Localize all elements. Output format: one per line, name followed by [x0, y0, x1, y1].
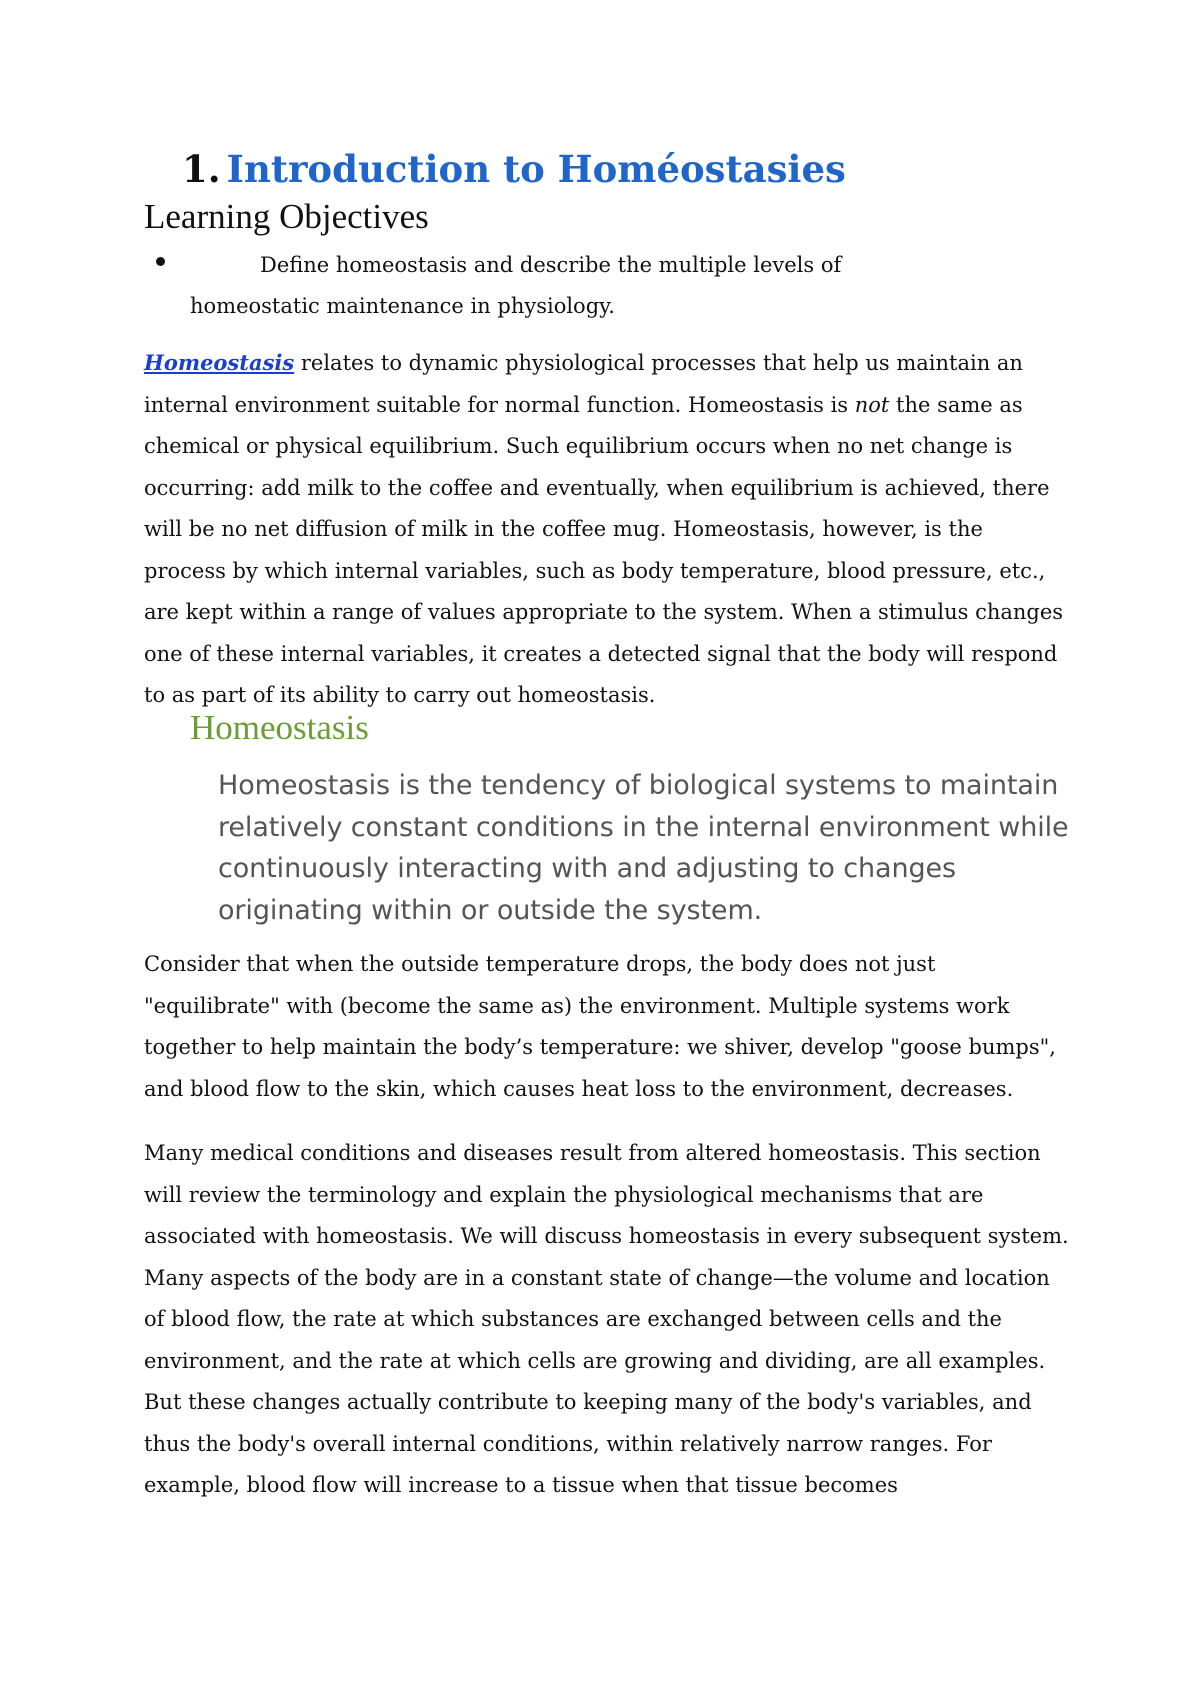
learning-objectives-heading: Learning Objectives: [144, 197, 429, 236]
objective-item: [144, 245, 964, 327]
definition-heading: Homeostasis: [190, 708, 369, 747]
section-number: 1.: [182, 147, 221, 191]
section-heading: [182, 145, 846, 193]
intro-paragraph: [144, 342, 1069, 717]
definition-text: Homeostasis is the tendency of biological systems to maintain relatively constant conditions in the internal environment while continuously interacting with and adjusting to changes originating within or outside the system.: [218, 770, 1069, 926]
section-title: Introduction to Homéostasies: [226, 147, 846, 191]
intro-text-part1: relates to dynamic physiological processes that help us maintain an internal environment suitable for normal function. Homeostasis is: [144, 351, 1023, 417]
objectives-list: [144, 245, 964, 327]
emphasis-not: not: [854, 392, 890, 417]
objective-text: Define homeostasis and describe the multiple levels of homeostatic maintenance in physiology.: [190, 253, 842, 318]
intro-text-part2: the same as chemical or physical equilibrium. Such equilibrium occurs when no net change is occurring: add milk to the coffee and eventually, when equilibrium is achieved, there will be no net diffusion of milk in the coffee mug. Homeostasis, however, is the process by which internal variables, such as body temperature, blood pressure, etc., are kept within a range of values appropriate to the system. When a stimulus changes one of these internal variables, it creates a detected signal that the body will respond to as part of its ability to carry out homeostasis.: [144, 392, 1064, 707]
bullet-icon: [156, 257, 165, 266]
temperature-paragraph: Consider that when the outside temperature drops, the body does not just "equilibrate" with (become the same as) the environment. Multiple systems work together to help maintain the body’s temperature: we shiver, develop "goose bumps", and blood flow to the skin, which causes heat loss to the environment, decreases.: [144, 952, 1056, 1101]
homeostasis-term-link[interactable]: Homeostasis: [144, 350, 295, 375]
medical-conditions-paragraph: Many medical conditions and diseases result from altered homeostasis. This section will review the terminology and explain the physiological mechanisms that are associated with homeostasis. We will discuss homeostasis in every subsequent system. Many aspects of the body are in a constant state of change—the volume and location of blood flow, the rate at which substances are exchanged between cells and the environment, and the rate at which cells are growing and dividing, are all examples. But these changes actually contribute to keeping many of the body's variables, and thus the body's overall internal conditions, within relatively narrow ranges. For example, blood flow will increase to a tissue when that tissue becomes: [144, 1141, 1069, 1497]
